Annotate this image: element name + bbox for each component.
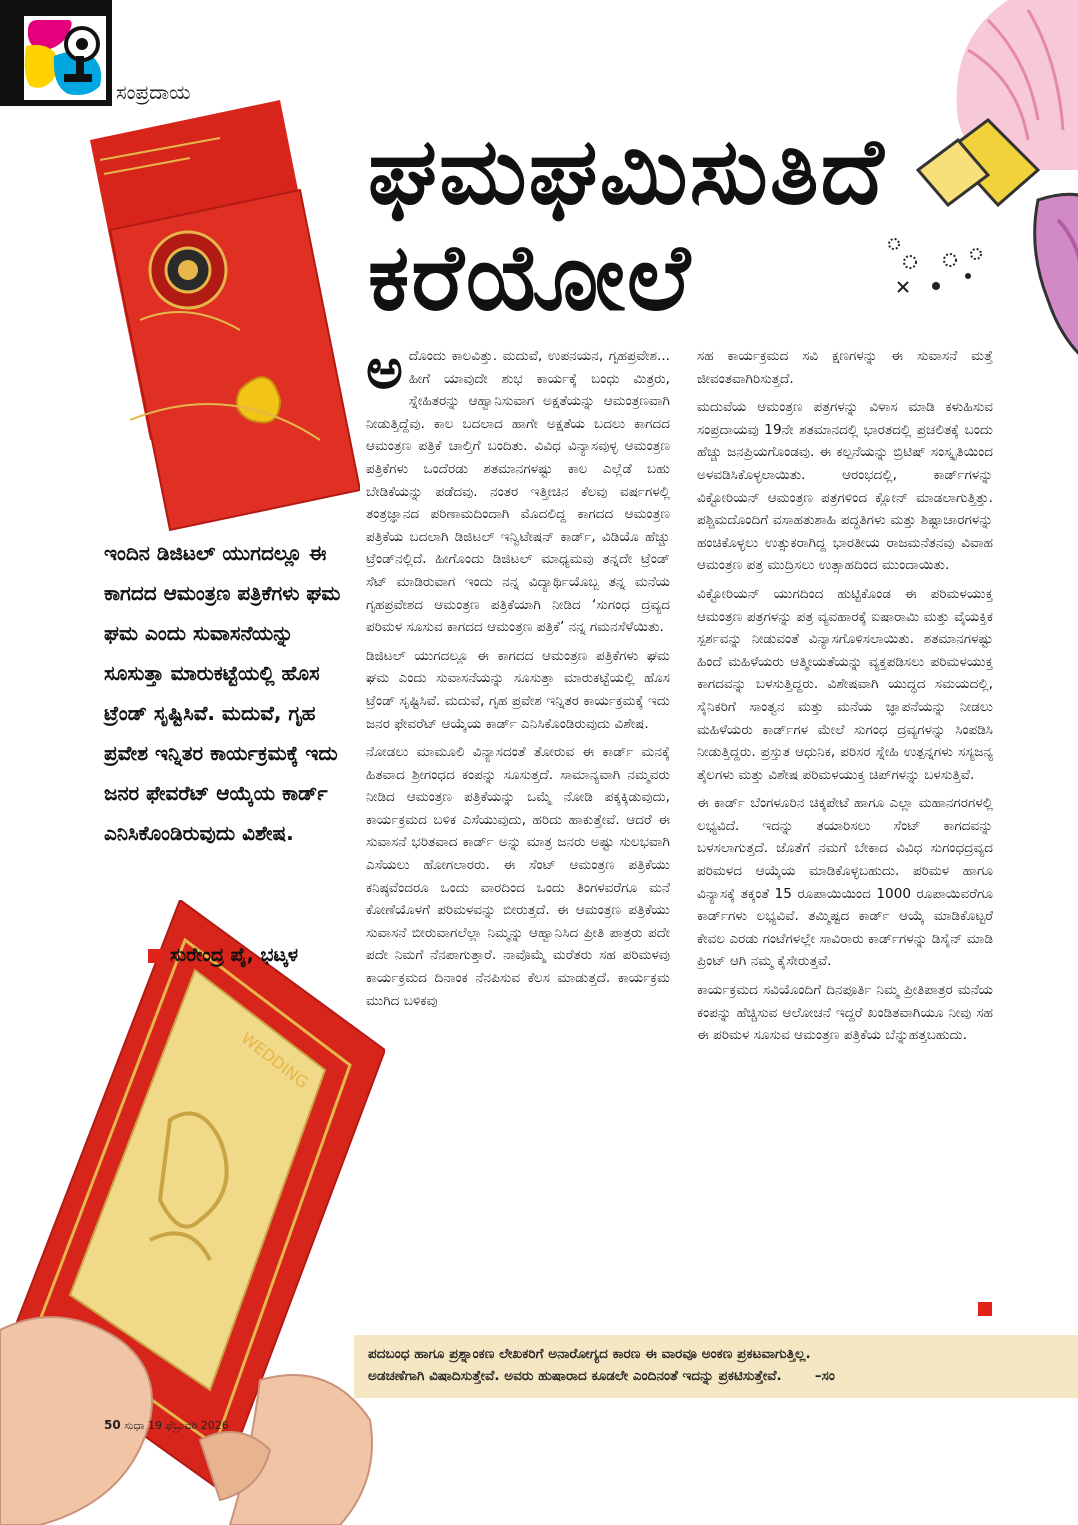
headline-line-2: ಕರೆಯೋಲೆ	[368, 224, 693, 331]
article-paragraph: ದೊಂದು ಕಾಲವಿತ್ತು. ಮದುವೆ, ಉಪನಯನ, ಗೃಹಪ್ರವೇಶ... ಹೀಗೆ ಯಾವುದೇ ಶುಭ ಕಾರ್ಯಕ್ಕೆ ಬಂಧು ಮಿತ್ರರು, ಸ್ನೇಹಿತರನ್ನು ಆಹ್ವಾನಿಸುವಾಗ ಅಕ್ಷತೆಯನ್ನು ಆಮಂತ್ರಣವಾಗಿ ನೀಡುತ್ತಿದ್ದೆವು. ಕಾಲ ಬದಲಾದ ಹಾಗೇ ಅಕ್ಷತೆಯ ಬದಲು ಕಾಗದದ ಆಮಂತ್ರಣ ಪತ್ರಿಕೆ ಚಾಲ್ತಿಗೆ ಬಂದಿತು. ವಿವಿಧ ವಿನ್ಯಾಸವುಳ್ಳ ಆಮಂತ್ರಣ ಪತ್ರಿಕೆಗಳು ಒಂದೆರಡು ಶತಮಾನಗಳಷ್ಟು ಕಾಲ ಎಲ್ಲೆಡೆ ಬಹು ಬೇಡಿಕೆಯನ್ನು ಪಡೆದವು. ನಂತರ ಇತ್ತೀಚಿನ ಕೆಲವು ವರ್ಷಗಳಲ್ಲಿ ತಂತ್ರಜ್ಞಾನದ ಪರಿಣಾಮದಿಂದಾಗಿ ಮೊದಲಿದ್ದ ಕಾಗದದ ಆಮಂತ್ರಣ ಪತ್ರಿಕೆಯ ಬದಲಾಗಿ ಡಿಜಿಟಲ್ ಇನ್ವಿಟೇಷನ್ ಕಾರ್ಡ್, ವಿಡಿಯೊ ಹೆಚ್ಚು ಟ್ರೆಂಡ್‌ನಲ್ಲಿದೆ. ಹೀಗೊಂದು ಡಿಜಿಟಲ್ ಮಾಧ್ಯಮವು ತನ್ನದೇ ಟ್ರೆಂಡ್ ಸೆಟ್ ಮಾಡಿರುವಾಗ ಇಂದು ನನ್ನ ವಿದ್ಯಾರ್ಥಿಯೊಬ್ಬ ತನ್ನ ಮನೆಯ ಗೃಹಪ್ರವೇಶದ ಆಮಂತ್ರಣ ಪತ್ರಿಕೆಯಾಗಿ ನೀಡಿದ ‘ಸುಗಂಧ ದ್ರವ್ಯದ ಪರಿಮಳ ಸೂಸುವ ಕಾಗದದ ಆಮಂತ್ರಣ ಪತ್ರಿಕೆ’ ನನ್ನ ಗಮನಸೆಳೆಯಿತು.	[366, 348, 670, 636]
section-logo-icon	[24, 16, 106, 100]
headline-line-1: ಘಮಘಮಿಸುತಿದೆ	[368, 118, 886, 225]
page-folio	[104, 1418, 229, 1433]
byline-marker-icon	[148, 949, 162, 963]
article-paragraph: ಕಾರ್ಯಕ್ರಮದ ಸವಿಯೊಂದಿಗೆ ದಿನಪೂರ್ತಿ ನಿಮ್ಮ ಪ್ರೀತಿಪಾತ್ರರ ಮನೆಯ ಕಂಪನ್ನು ಹೆಚ್ಚಿಸುವ ಆಲೋಚನೆ ಇದ್ದರೆ ಖಂಡಿತವಾಗಿಯೂ ನೀವು ಸಹ ಈ ಪರಿಮಳ ಸೂಸುವ ಆಮಂತ್ರಣ ಪತ್ರಿಕೆಯ ಬೆನ್ನುಹತ್ತಬಹುದು.	[697, 982, 993, 1044]
pull-quote: ಇಂದಿನ ಡಿಜಿಟಲ್ ಯುಗದಲ್ಲೂ ಈ ಕಾಗದದ ಆಮಂತ್ರಣ ಪತ್ರಿಕೆಗಳು ಘಮ ಘಮ ಎಂದು ಸುವಾಸನೆಯನ್ನು ಸೂಸುತ್ತಾ ಮಾರುಕಟ್ಟೆಯಲ್ಲಿ ಹೊಸ ಟ್ರೆಂಡ್ ಸೃಷ್ಟಿಸಿವೆ. ಮದುವೆ, ಗೃಹ ಪ್ರವೇಶ ಇನ್ನಿತರ ಕಾರ್ಯಕ್ರಮಕ್ಕೆ ಇದು ಜನರ ಫೇವರೆಟ್ ಆಯ್ಕೆಯ ಕಾರ್ಡ್ ಎನಿಸಿಕೊಂಡಿರುವುದು ವಿಶೇಷ.	[104, 541, 341, 845]
article-paragraph: ಸಹ ಕಾರ್ಯಕ್ರಮದ ಸವಿ ಕ್ಷಣಗಳನ್ನು ಈ ಸುವಾಸನೆ ಮತ್ತೆ ಜೀವಂತವಾಗಿರಿಸುತ್ತದೆ.	[697, 348, 993, 387]
article-column-1	[366, 337, 670, 1018]
page-number: 50	[104, 1418, 121, 1432]
article-paragraph: ನೋಡಲು ಮಾಮೂಲಿ ವಿನ್ಯಾಸದಂತೆ ತೋರುವ ಈ ಕಾರ್ಡ್ ಮನಕ್ಕೆ ಹಿತವಾದ ಶ್ರೀಗಂಧದ ಕಂಪನ್ನು ಸೂಸುತ್ತದೆ. ಸಾಮಾನ್ಯವಾಗಿ ನಮ್ಮವರು ನೀಡಿದ ಆಮಂತ್ರಣ ಪತ್ರಿಕೆಯನ್ನು ಒಮ್ಮೆ ನೋಡಿ ಪಕ್ಕಕ್ಕಿಡುವುದು, ಕಾರ್ಯಕ್ರಮದ ಬಳಿಕ ಎಸೆಯುವುದು, ಹರಿದು ಹಾಕುತ್ತೇವೆ. ಆದರೆ ಈ ಸುವಾಸನೆ ಭರಿತವಾದ ಕಾರ್ಡ್ ಅನ್ನು ಮಾತ್ರ ಜನರು ಅಷ್ಟು ಸುಲಭವಾಗಿ ಎಸೆಯಲು ಹೋಗಲಾರರು. ಈ ಸೆಂಟ್ ಆಮಂತ್ರಣ ಪತ್ರಿಕೆಯು ಕನಿಷ್ಠವೆಂದರೂ ಒಂದು ವಾರದಿಂದ ಒಂದು ತಿಂಗಳವರೆಗೂ ಮನೆ ಕೋಣೆಯೊಳಗೆ ಪರಿಮಳವನ್ನು ಬೀರುತ್ತದೆ. ಈ ಆಮಂತ್ರಣ ಪತ್ರಿಕೆಯು ಸುವಾಸನೆ ಬೀರುವಾಗಲೆಲ್ಲಾ ನಿಮ್ಮನ್ನು ಆಹ್ವಾನಿಸಿದ ಪ್ರೀತಿ ಪಾತ್ರರು ಪದೇ ಪದೇ ನಿಮಗೆ ನೆನಪಾಗುತ್ತಾರೆ. ನಾವೊಮ್ಮೆ ಮರೆತರು ಸಹ ಪರಿಮಳವು ಕಾರ್ಯಕ್ರಮದ ದಿನಾಂಕ ನೆನಪಿಸುವ ಕೆಲಸ ಮಾಡುತ್ತದೆ. ಕಾರ್ಯಕ್ರಮ ಮುಗಿದ ಬಳಿಕವು	[366, 744, 670, 1009]
article-end-marker	[978, 1302, 992, 1316]
perfume-sprayer-illustration	[888, 0, 1078, 380]
notice-signature: –ಸಂ	[814, 1368, 835, 1384]
article-paragraph: ಮದುವೆಯ ಆಮಂತ್ರಣ ಪತ್ರಗಳನ್ನು ವಿಳಾಸ ಮಾಡಿ ಕಳುಹಿಸುವ ಸಂಪ್ರದಾಯವು 19ನೇ ಶತಮಾನದಲ್ಲಿ ಭಾರತದಲ್ಲಿ ಪ್ರಚಲಿತಕ್ಕೆ ಬಂದು ಹೆಚ್ಚು ಜನಪ್ರಿಯಗೊಂಡವು. ಈ ಕಲ್ಪನೆಯನ್ನು ಬ್ರಿಟಿಷ್ ಸಂಸ್ಕೃತಿಯಿಂದ ಅಳವಡಿಸಿಕೊಳ್ಳಲಾಯಿತು. ಆರಂಭದಲ್ಲಿ, ಕಾರ್ಡ್‌ಗಳನ್ನು ವಿಕ್ಟೋರಿಯನ್ ಆಮಂತ್ರಣ ಪತ್ರಗಳಿಂದ ಕ್ಲೋನ್ ಮಾಡಲಾಗುತ್ತಿತ್ತು. ಪಶ್ಚಿಮದೊಂದಿಗೆ ವಸಾಹತುಶಾಹಿ ಪದ್ಧತಿಗಳು ಮತ್ತು ಶಿಷ್ಟಾಚಾರಗಳನ್ನು ಹಂಚಿಕೊಳ್ಳಲು ಉತ್ಸುಕರಾಗಿದ್ದ ಭಾರತೀಯ ರಾಜಮನೆತನವು ವಿವಾಹ ಆಮಂತ್ರಣ ಪತ್ರ ಮುದ್ರಿಸಲು ಉತ್ಸಾಹದಿಂದ ಮುಂದಾಯಿತು.	[697, 399, 993, 574]
article-column-2	[697, 345, 993, 1053]
card-wedding-text: WEDDING	[237, 1028, 313, 1093]
article-paragraph: ಈ ಕಾರ್ಡ್ ಬೆಂಗಳೂರಿನ ಚಿಕ್ಕಪೇಟೆ ಹಾಗೂ ಎಲ್ಲಾ ಮಹಾನಗರಗಳಲ್ಲಿ ಲಭ್ಯವಿದೆ. ಇದನ್ನು ತಯಾರಿಸಲು ಸೆಂಟ್ ಕಾಗದವನ್ನು ಬಳಸಲಾಗುತ್ತದೆ. ಜೊತೆಗೆ ನಮಗೆ ಬೇಕಾದ ವಿವಿಧ ಸುಗಂಧದ್ರವ್ಯದ ಪರಿಮಳದ ಆಯ್ಕೆಯ ಮಾಡಿಕೊಳ್ಳಬಹುದು. ಪರಿಮಳ ಹಾಗೂ ವಿನ್ಯಾಸಕ್ಕೆ ತಕ್ಕಂತೆ 15 ರೂಪಾಯಿಯಿಂದ 1000 ರೂಪಾಯಿವರೆಗೂ ಕಾರ್ಡ್‌ಗಳು ಲಭ್ಯವಿವೆ. ತಮ್ಮಿಷ್ಟದ ಕಾರ್ಡ್ ಆಯ್ಕೆ ಮಾಡಿಕೊಟ್ಟರೆ ಕೇವಲ ಎರಡು ಗಂಟೆಗಳಲ್ಲೇ ಸಾವಿರಾರು ಕಾರ್ಡ್‌ಗಳನ್ನು ಡಿಸೈನ್ ಮಾಡಿ ಪ್ರಿಂಟ್ ಆಗಿ ನಮ್ಮ ಕೈಸೇರುತ್ತವೆ.	[697, 795, 994, 970]
author-byline	[148, 944, 298, 966]
notice-line-1: ಪದಬಂಧ ಹಾಗೂ ಪ್ರಶ್ನಾಂಕಣ ಲೇಖಕರಿಗೆ ಅನಾರೋಗ್ಯದ ಕಾರಣ ಈ ವಾರವೂ ಅಂಕಣ ಪ್ರಕಟವಾಗುತ್ತಿಲ್ಲ.	[368, 1346, 811, 1362]
article-paragraph: ಡಿಜಿಟಲ್ ಯುಗದಲ್ಲೂ ಈ ಕಾಗದದ ಆಮಂತ್ರಣ ಪತ್ರಿಕೆಗಳು ಘಮ ಘಮ ಎಂದು ಸುವಾಸನೆಯನ್ನು ಸೂಸುತ್ತಾ ಮಾರುಕಟ್ಟೆಯಲ್ಲಿ ಹೊಸ ಟ್ರೆಂಡ್ ಸೃಷ್ಟಿಸಿವೆ. ಮದುವೆ, ಗೃಹ ಪ್ರವೇಶ ಇನ್ನಿತರ ಕಾರ್ಯಕ್ರಮಕ್ಕೆ ಇದು ಜನರ ಫೇವರೆಟ್ ಆಯ್ಕೆಯ ಕಾರ್ಡ್ ಎನಿಸಿಕೊಂಡಿರುವುದು ವಿಶೇಷ.	[366, 647, 670, 732]
invitation-cards-image	[70, 100, 360, 540]
section-label: ಸಂಪ್ರದಾಯ	[116, 80, 191, 104]
article-paragraph: ವಿಕ್ಟೋರಿಯನ್ ಯುಗದಿಂದ ಹುಟ್ಟಿಕೊಂಡ ಈ ಪರಿಮಳಯುಕ್ತ ಆಮಂತ್ರಣ ಪತ್ರಗಳನ್ನು ಪತ್ರ ವ್ಯವಹಾರಕ್ಕೆ ಐಷಾರಾಮಿ ಮತ್ತು ವೈಯಕ್ತಿಕ ಸ್ಪರ್ಶವನ್ನು ನೀಡುವಂತೆ ವಿನ್ಯಾಸಗೊಳಿಸಲಾಯಿತು. ಶತಮಾನಗಳಷ್ಟು ಹಿಂದೆ ಮಹಿಳೆಯರು ಆತ್ಮೀಯತೆಯನ್ನು ವ್ಯಕ್ತಪಡಿಸಲು ಪರಿಮಳಯುಕ್ತ ಕಾಗದವನ್ನು ಬಳಸುತ್ತಿದ್ದರು. ವಿಶೇಷವಾಗಿ ಯುದ್ಧದ ಸಮಯದಲ್ಲಿ, ಸೈನಿಕರಿಗೆ ಸಾಂತ್ವನ ಮತ್ತು ಮನೆಯ ಜ್ಞಾಪನೆಯನ್ನು ನೀಡಲು ಮಹಿಳೆಯರು ಕಾರ್ಡ್‌ಗಳ ಮೇಲೆ ಸುಗಂಧ ದ್ರವ್ಯಗಳನ್ನು ಸಿಂಪಡಿಸಿ ನೀಡುತ್ತಿದ್ದರು. ಪ್ರಸ್ತುತ ಆಧುನಿಕ, ಪರಿಸರ ಸ್ನೇಹಿ ಉತ್ಪನ್ನಗಳು ಸಸ್ಯಜನ್ಯ ತೈಲಗಳು ಮತ್ತು ವಿಶೇಷ ಪರಿಮಳಯುಕ್ತ ಚಿಪ್‌ಗಳನ್ನು ಬಳಸುತ್ತಿವೆ.	[697, 585, 993, 783]
notice-text: ಅಡಚಣೆಗಾಗಿ ವಿಷಾದಿಸುತ್ತೇವೆ. ಅವರು ಹುಷಾರಾದ ಕೂಡಲೇ ಎಂದಿನಂತೆ ಇದನ್ನು ಪ್ರಕಟಿಸುತ್ತೇವೆ.	[368, 1368, 782, 1384]
issue-info: ಸುಧಾ 19 ಫೆಬ್ರುವರಿ 2026	[124, 1419, 229, 1432]
author-name: ಸುರೇಂದ್ರ ಪೈ, ಭಟ್ಕಳ	[170, 944, 299, 966]
spray-dots-icon	[880, 232, 990, 302]
notice-line-2	[368, 1365, 1064, 1387]
drop-cap: ಅ	[366, 337, 403, 402]
editor-notice-box	[354, 1335, 1078, 1398]
